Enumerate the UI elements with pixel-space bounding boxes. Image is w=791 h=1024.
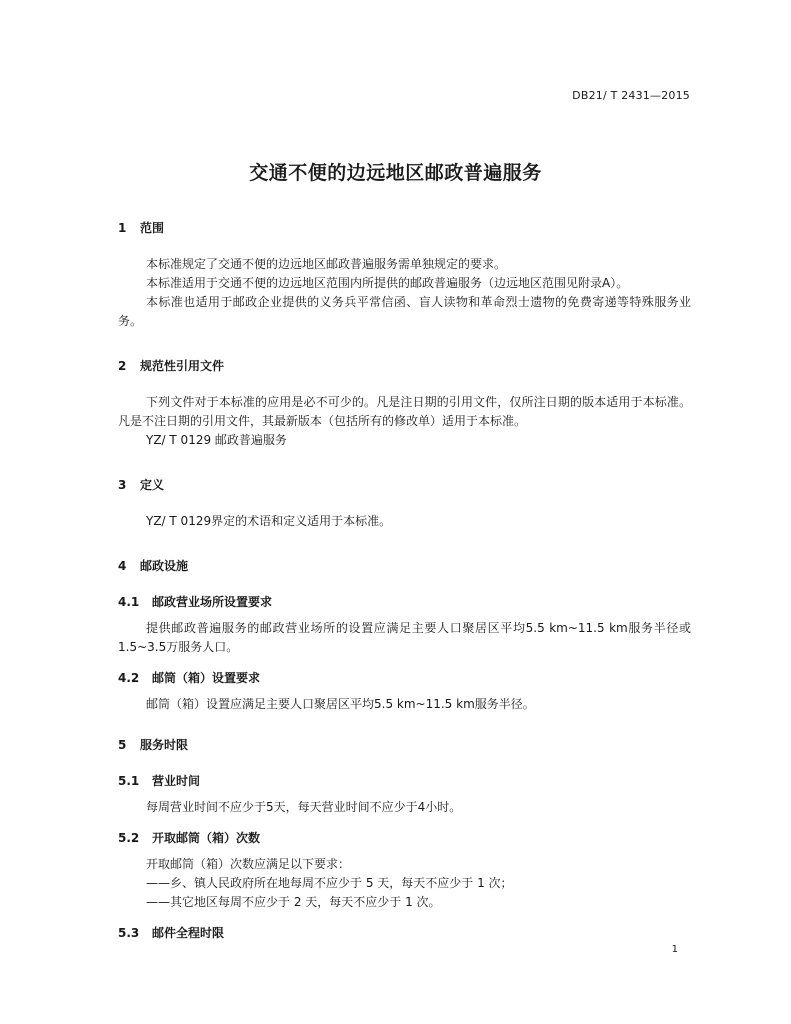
subsection-number: 5.1 [118,774,140,788]
section-title: 邮政设施 [140,559,189,573]
document-title: 交通不便的边远地区邮政普遍服务 [249,162,542,184]
subsection-number: 4.2 [118,671,140,685]
section-heading [118,736,691,754]
paragraph: 每周营业时间不应少于5天，每天营业时间不应少于4小时。 [146,800,462,814]
reference-item: YZ/ T 0129 邮政普遍服务 [146,433,287,447]
section-service-time-limits [118,736,691,942]
section-heading [118,557,691,575]
section-postal-facilities [118,557,691,714]
document-body [118,219,691,968]
paragraph: 本标准规定了交通不便的边远地区邮政普遍服务需单独规定的要求。 [146,257,507,271]
subsection [118,669,691,714]
section-number: 3 [118,478,127,492]
subsection-number: 5.3 [118,926,140,940]
section-heading [118,219,691,237]
subsection-title: 营业时间 [152,774,201,788]
paragraph: 本标准也适用于邮政企业提供的义务兵平常信函、盲人读物和革命烈士遗物的免费寄递等特殊服务业务。 [118,295,691,328]
subsection-heading [118,924,691,942]
section-number: 1 [118,221,127,235]
section-heading [118,476,691,494]
subsection-heading [118,669,691,687]
subsection-heading [118,593,691,611]
section-heading [118,357,691,375]
subsection-title: 邮政营业场所设置要求 [152,595,273,609]
list-item: ——其它地区每周不应少于 2 天，每天不应少于 1 次。 [146,895,441,909]
section-number: 5 [118,738,127,752]
subsection [118,924,691,942]
subsection-heading [118,772,691,790]
section-number: 2 [118,359,127,373]
paragraph: 本标准适用于交通不便的边远地区范围内所提供的邮政普遍服务（边远地区范围见附录A）。 [146,276,629,290]
subsection [118,593,691,657]
subsection [118,829,691,912]
subsection-number: 5.2 [118,831,140,845]
subsection-title: 邮筒（箱）设置要求 [152,671,261,685]
section-normative-references [118,357,691,450]
paragraph: 邮筒（箱）设置应满足主要人口聚居区平均5.5 km~11.5 km服务半径。 [146,697,535,711]
subsection-heading [118,829,691,847]
subsection-title: 邮件全程时限 [152,926,225,940]
list-item: ——乡、镇人民政府所在地每周不应少于 5 天，每天不应少于 1 次； [146,876,513,890]
page-number: 1 [671,944,678,955]
section-title: 服务时限 [140,738,189,752]
subsection-title: 开取邮筒（箱）次数 [152,831,261,845]
paragraph: 提供邮政普遍服务的邮政营业场所的设置应满足主要人口聚居区平均5.5 km~11.5 km服务半径或1.5~3.5万服务人口。 [118,621,691,654]
subsection [118,772,691,817]
section-number: 4 [118,559,127,573]
paragraph: 开取邮筒（箱）次数应满足以下要求： [146,857,351,871]
standard-code: DB21/ T 2431—2015 [572,89,690,102]
subsection-number: 4.1 [118,595,140,609]
section-definitions [118,476,691,531]
section-title: 范围 [140,221,165,235]
paragraph: 下列文件对于本标准的应用是必不可少的。凡是注日期的引用文件，仅所注日期的版本适用于本标准。凡是不注日期的引用文件，其最新版本（包括所有的修改单）适用于本标准。 [118,395,691,428]
paragraph: YZ/ T 0129界定的术语和定义适用于本标准。 [146,514,392,528]
section-scope [118,219,691,331]
section-title: 定义 [140,478,165,492]
section-title: 规范性引用文件 [140,359,225,373]
